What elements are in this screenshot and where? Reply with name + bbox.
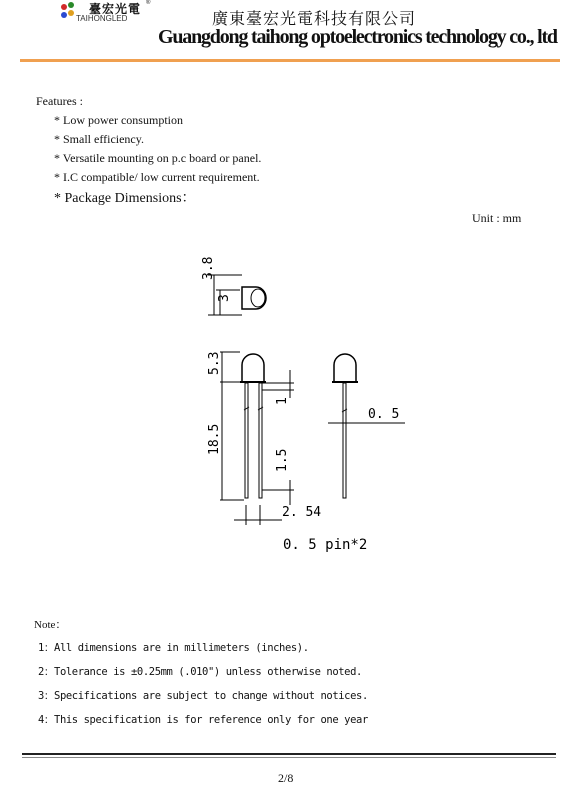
- company-name-zh: 廣東臺宏光電科技有限公司: [212, 9, 417, 28]
- notes-title: Note：: [34, 619, 67, 631]
- dim-lead-length: 18.5: [207, 423, 222, 455]
- dim-top-height: 3.8: [201, 256, 216, 280]
- dim-flange: 1: [275, 397, 290, 405]
- feature-item: * Low power consumption: [54, 113, 183, 127]
- logo-text-en: TAIHONGLED: [76, 14, 128, 23]
- footer-divider: [22, 753, 556, 755]
- front-view-led: [328, 354, 405, 498]
- feature-item: * Small efficiency.: [54, 132, 144, 146]
- note-item: 3：Specifications are subject to change without notices.: [38, 690, 368, 702]
- dim-lead-width: 0. 5: [368, 407, 400, 422]
- pin-spec: 0. 5 pin*2: [283, 537, 368, 553]
- feature-item-package: * Package Dimensions：: [54, 191, 196, 206]
- feature-item: * I.C compatible/ low current requirement.: [54, 170, 260, 184]
- dim-body-height: 5.3: [207, 351, 222, 375]
- unit-label: Unit : mm: [472, 211, 522, 225]
- feature-item: * Versatile mounting on p.c board or panel.: [54, 151, 262, 165]
- header-divider: [20, 59, 560, 62]
- features-title: Features :: [36, 94, 83, 108]
- note-item: 1：All dimensions are in millimeters (inches).: [38, 642, 309, 654]
- footer-divider-thin: [22, 757, 556, 758]
- package-dimension-drawing: [190, 240, 420, 560]
- dim-pitch: 2. 54: [282, 505, 322, 520]
- registered-mark: ®: [146, 0, 151, 6]
- side-view-led: [220, 352, 294, 525]
- company-name-en: Guangdong taihong optoelectronics technology co., ltd: [158, 26, 557, 48]
- dim-stop: 1.5: [275, 448, 290, 472]
- dim-top-inner: 3: [217, 294, 232, 302]
- logo-text-zh: 臺宏光電: [89, 2, 142, 16]
- note-item: 4：This specification is for reference only for one year: [38, 714, 368, 726]
- page-number: 2/8: [278, 771, 294, 785]
- note-item: 2：Tolerance is ±0.25mm (.010") unless otherwise noted.: [38, 666, 362, 678]
